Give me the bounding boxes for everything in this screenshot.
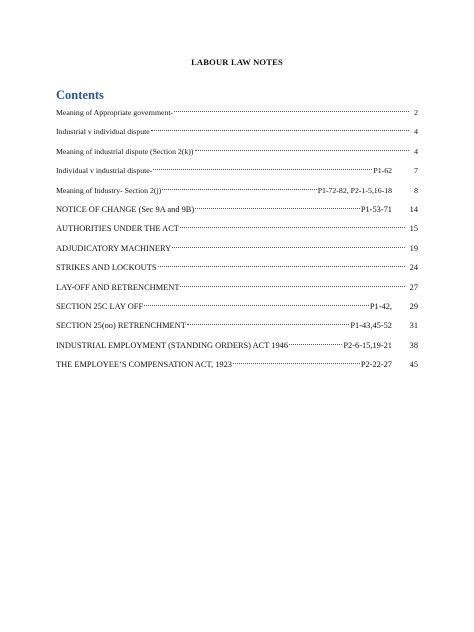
toc-entry-reference: P1-42, [369,301,392,311]
dot-leader [187,314,350,325]
toc-entry-label: Meaning of Industry- Section 2(j) [56,185,162,195]
toc-entry-label: Individual v industrial dispute- [56,166,153,176]
dot-leader [233,353,360,364]
toc-entry-page: 2 [414,108,418,117]
table-of-contents [56,103,418,374]
toc-entry-section-25oo[interactable] [56,316,418,335]
toc-entry-page: 4 [414,146,418,156]
toc-entry-label: SECTION 25C LAY OFF [56,301,144,311]
dot-leader [144,295,369,306]
dot-leader [180,276,404,287]
toc-entry-label: Industrial v individual dispute [56,127,150,137]
toc-entry-label: LAY-OFF AND RETRENCHMENT [56,282,180,292]
toc-entry-label: Meaning of Appropriate government- [56,108,174,117]
dot-leader [162,179,316,190]
dot-leader [153,159,372,170]
toc-entry-label: THE EMPLOYEE’S COMPENSATION ACT, 1923 [56,360,232,370]
toc-entry-page: 27 [409,282,418,292]
dot-leader [195,198,360,209]
dot-leader [289,334,342,345]
toc-entry-page: 8 [414,185,418,195]
dot-leader [195,140,410,151]
toc-entry-label: SECTION 25(oo) RETRENCHMENT [56,321,186,331]
toc-entry-compensation-act[interactable] [56,355,418,374]
toc-entry-page: 45 [409,360,418,370]
toc-entry-page: 15 [409,224,418,234]
dot-leader [158,256,405,267]
toc-entry-reference: P2-22-27 [360,360,392,370]
page-title: LABOUR LAW NOTES [191,57,283,67]
toc-entry-label: INDUSTRIAL EMPLOYMENT (STANDING ORDERS) ACT 1946 [56,340,289,350]
toc-entry-reference: P2-6-15,19-21 [343,340,392,350]
toc-entry-page: 19 [409,243,418,253]
toc-entry-page: 31 [409,321,418,331]
dot-leader [180,217,405,228]
toc-entry-page: 4 [414,127,418,137]
toc-entry-page: 38 [409,340,418,350]
dot-leader [174,101,409,112]
dot-leader [151,120,409,131]
toc-entry-reference: P1-72-82, P2-1-5,16-18 [317,185,392,195]
toc-entry-page: 29 [409,301,418,311]
toc-entry-page: 7 [414,166,418,176]
toc-entry-reference: P1-43,45-52 [350,321,392,331]
dot-leader [172,237,404,248]
toc-entry-label: NOTICE OF CHANGE (Sec 9A and 9B) [56,204,195,214]
toc-entry-label: STRIKES AND LOCKOUTS [56,263,157,273]
contents-heading: Contents [56,88,104,102]
toc-entry-label: AUTHORITIES UNDER THE ACT [56,224,179,234]
toc-entry-reference: P1-62 [373,166,392,176]
toc-entry-label: Meaning of industrial dispute (Section 2(k)) [56,146,194,156]
toc-entry-label: ADJUDICATORY MACHINERY [56,243,172,253]
toc-entry-reference: P1-53-71 [360,204,392,214]
toc-entry-page: 14 [409,204,418,214]
toc-entry-page: 24 [409,263,418,273]
